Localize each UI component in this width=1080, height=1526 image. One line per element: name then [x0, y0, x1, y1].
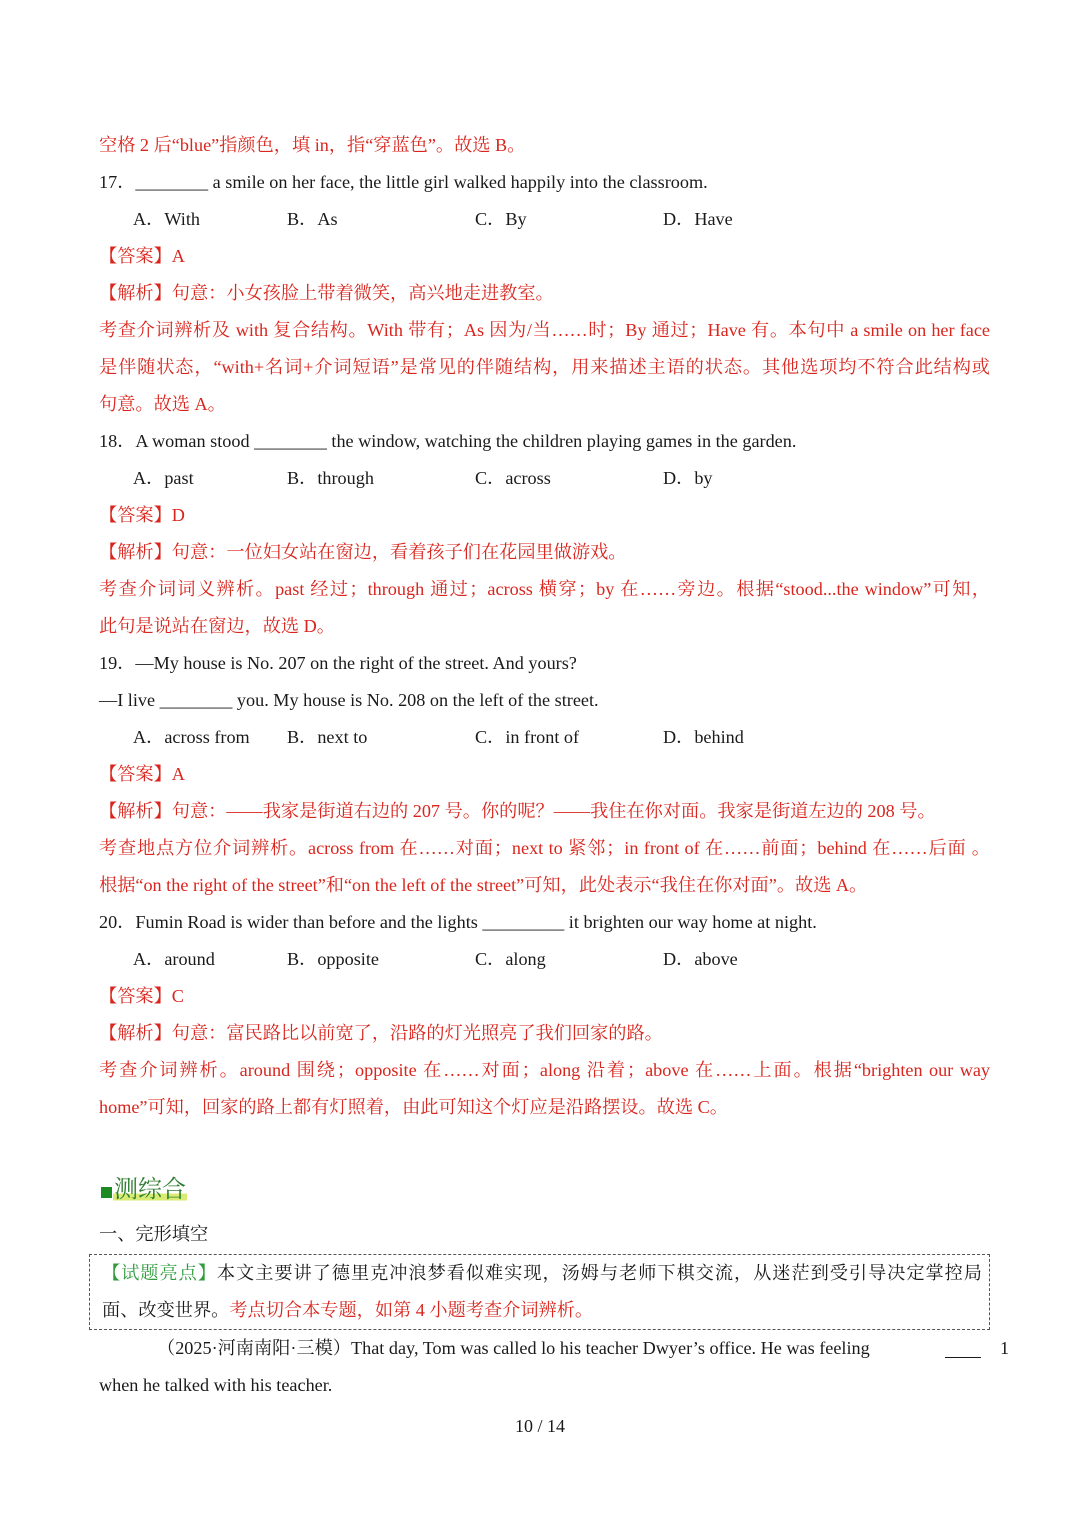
option-c — [475, 941, 546, 978]
option-text: As — [317, 209, 338, 229]
option-c — [475, 719, 579, 756]
option-text: Have — [694, 209, 733, 229]
option-letter: A． — [133, 468, 165, 488]
question-17 — [99, 164, 990, 423]
option-letter: D． — [663, 468, 695, 488]
highlight-label: 【试题亮点】 — [102, 1263, 217, 1283]
option-letter: D． — [663, 209, 695, 229]
passage-text: （2025·河南南阳·三模）That day, Tom was called lo his teacher Dwyer’s office. He was feeling — [157, 1338, 870, 1358]
option-text: behind — [694, 727, 744, 747]
part-heading: 一、完形填空 — [99, 1223, 209, 1244]
highlight-summary: 本文主要讲了德里克冲浪梦看似难实现，汤姆与老师下棋交流，从迷茫到受引导决定掌控局 — [216, 1263, 982, 1283]
section-title: 测综合 — [114, 1177, 186, 1203]
option-text: across from — [164, 727, 250, 747]
option-d — [663, 460, 713, 497]
analysis-detail-line: home”可知，回家的路上都有灯照着，由此可知这个灯应是沿路摆设。故选 C。 — [99, 1097, 728, 1117]
analysis-meaning: 【解析】句意：富民路比以前宽了，沿路的灯光照亮了我们回家的路。 — [99, 1023, 663, 1043]
option-text: above — [694, 949, 738, 969]
option-letter: B． — [287, 468, 318, 488]
blank-number: 1 — [1000, 1338, 1010, 1358]
highlight-line — [102, 1292, 982, 1329]
section-heading — [99, 1168, 982, 1212]
option-text: through — [317, 468, 374, 488]
option-c — [475, 460, 551, 497]
analysis-meaning: 【解析】句意：小女孩脸上带着微笑，高兴地走进教室。 — [99, 283, 554, 303]
option-text: across — [505, 468, 551, 488]
analysis-meaning: 【解析】句意：——我家是街道右边的 207 号。你的呢？——我住在你对面。我家是街道左边的 208 号。 — [99, 801, 936, 821]
question-stem: —I live ________ you. My house is No. 208 on the left of the street. — [99, 690, 599, 710]
option-letter: A． — [133, 949, 165, 969]
answer-line: 【答案】D — [99, 505, 185, 525]
answer-line: 【答案】C — [99, 986, 184, 1006]
option-b — [287, 719, 367, 756]
option-letter: A． — [133, 727, 165, 747]
option-a — [133, 719, 250, 756]
option-text: By — [505, 209, 527, 229]
carryover-explanation: 空格 2 后“blue”指颜色，填 in，指“穿蓝色”。故选 B。 — [99, 135, 526, 155]
question-19 — [99, 645, 990, 904]
square-bullet-icon — [101, 1187, 112, 1198]
option-a — [133, 201, 200, 238]
option-a — [133, 941, 215, 978]
options-row — [99, 719, 990, 756]
answer-blank — [945, 1357, 981, 1358]
analysis-detail-line: 根据“on the right of the street”和“on the left of the street”可知，此处表示“我住在你对面”。故选 A。 — [99, 875, 868, 895]
question-section — [99, 127, 990, 1126]
option-d — [663, 719, 744, 756]
question-stem: 19．—My house is No. 207 on the right of the street. And yours? — [99, 653, 577, 673]
option-letter: C． — [475, 727, 506, 747]
question-18 — [99, 423, 990, 645]
options-row — [99, 941, 990, 978]
comprehensive-test-section — [99, 1168, 1010, 1404]
option-text: along — [505, 949, 546, 969]
passage-line: when he talked with his teacher. — [99, 1375, 333, 1395]
analysis-detail-line: 考查介词词义辨析。past 经过；through 通过；across 横穿；by 在……旁边。根据“stood...the window”可知， — [99, 579, 990, 599]
answer-line: 【答案】A — [99, 246, 185, 266]
analysis-detail-line: 考查介词辨析及 with 复合结构。With 带有；As 因为/当……时；By 通过；Have 有。本句中 a smile on her face — [99, 320, 990, 340]
highlight-key-point: 考点切合本专题，如第 4 小题考查介词辨析。 — [229, 1300, 594, 1320]
analysis-detail-line: 考查地点方位介词辨析。across from 在……对面；next to 紧邻；in front of 在……前面；behind 在……后面 。 — [99, 838, 990, 858]
passage-line — [99, 1330, 1010, 1367]
option-c — [475, 201, 527, 238]
option-letter: B． — [287, 949, 318, 969]
analysis-detail-line: 此句是说站在窗边，故选 D。 — [99, 616, 335, 636]
option-letter: C． — [475, 949, 506, 969]
option-letter: A． — [133, 209, 165, 229]
options-row — [99, 460, 990, 497]
highlight-box — [89, 1254, 990, 1330]
option-b — [287, 941, 379, 978]
option-letter: C． — [475, 468, 506, 488]
option-d — [663, 201, 733, 238]
analysis-detail-line: 考查介词辨析。around 围绕；opposite 在……对面；along 沿着；above 在……上面。根据“brighten our way — [99, 1060, 990, 1080]
option-b — [287, 201, 338, 238]
options-row — [99, 201, 990, 238]
option-b — [287, 460, 374, 497]
question-stem: 18．A woman stood ________ the window, watching the children playing games in the garden. — [99, 431, 797, 451]
analysis-detail-line: 句意。故选 A。 — [99, 394, 226, 414]
option-text: next to — [317, 727, 368, 747]
option-text: opposite — [317, 949, 379, 969]
option-a — [133, 460, 194, 497]
option-d — [663, 941, 738, 978]
analysis-meaning: 【解析】句意：一位妇女站在窗边，看着孩子们在花园里做游戏。 — [99, 542, 627, 562]
highlight-line — [102, 1255, 982, 1292]
option-text: around — [164, 949, 215, 969]
question-stem: 20．Fumin Road is wider than before and the lights _________ it brighten our way home at night. — [99, 912, 817, 932]
option-letter: C． — [475, 209, 506, 229]
option-text: in front of — [505, 727, 580, 747]
question-20 — [99, 904, 990, 1126]
option-letter: D． — [663, 949, 695, 969]
option-text: past — [164, 468, 194, 488]
option-text: by — [694, 468, 713, 488]
question-stem: 17．________ a smile on her face, the little girl walked happily into the classroom. — [99, 172, 708, 192]
option-letter: B． — [287, 727, 318, 747]
page-number: 10 / 14 — [514, 1416, 565, 1436]
analysis-detail-line: 是伴随状态，“with+名词+介词短语”是常见的伴随结构，用来描述主语的状态。其他选项均不符合此结构或 — [99, 357, 990, 377]
highlight-summary: 面、改变世界。 — [102, 1300, 230, 1320]
option-text: With — [164, 209, 200, 229]
option-letter: D． — [663, 727, 695, 747]
option-letter: B． — [287, 209, 318, 229]
answer-line: 【答案】A — [99, 764, 185, 784]
